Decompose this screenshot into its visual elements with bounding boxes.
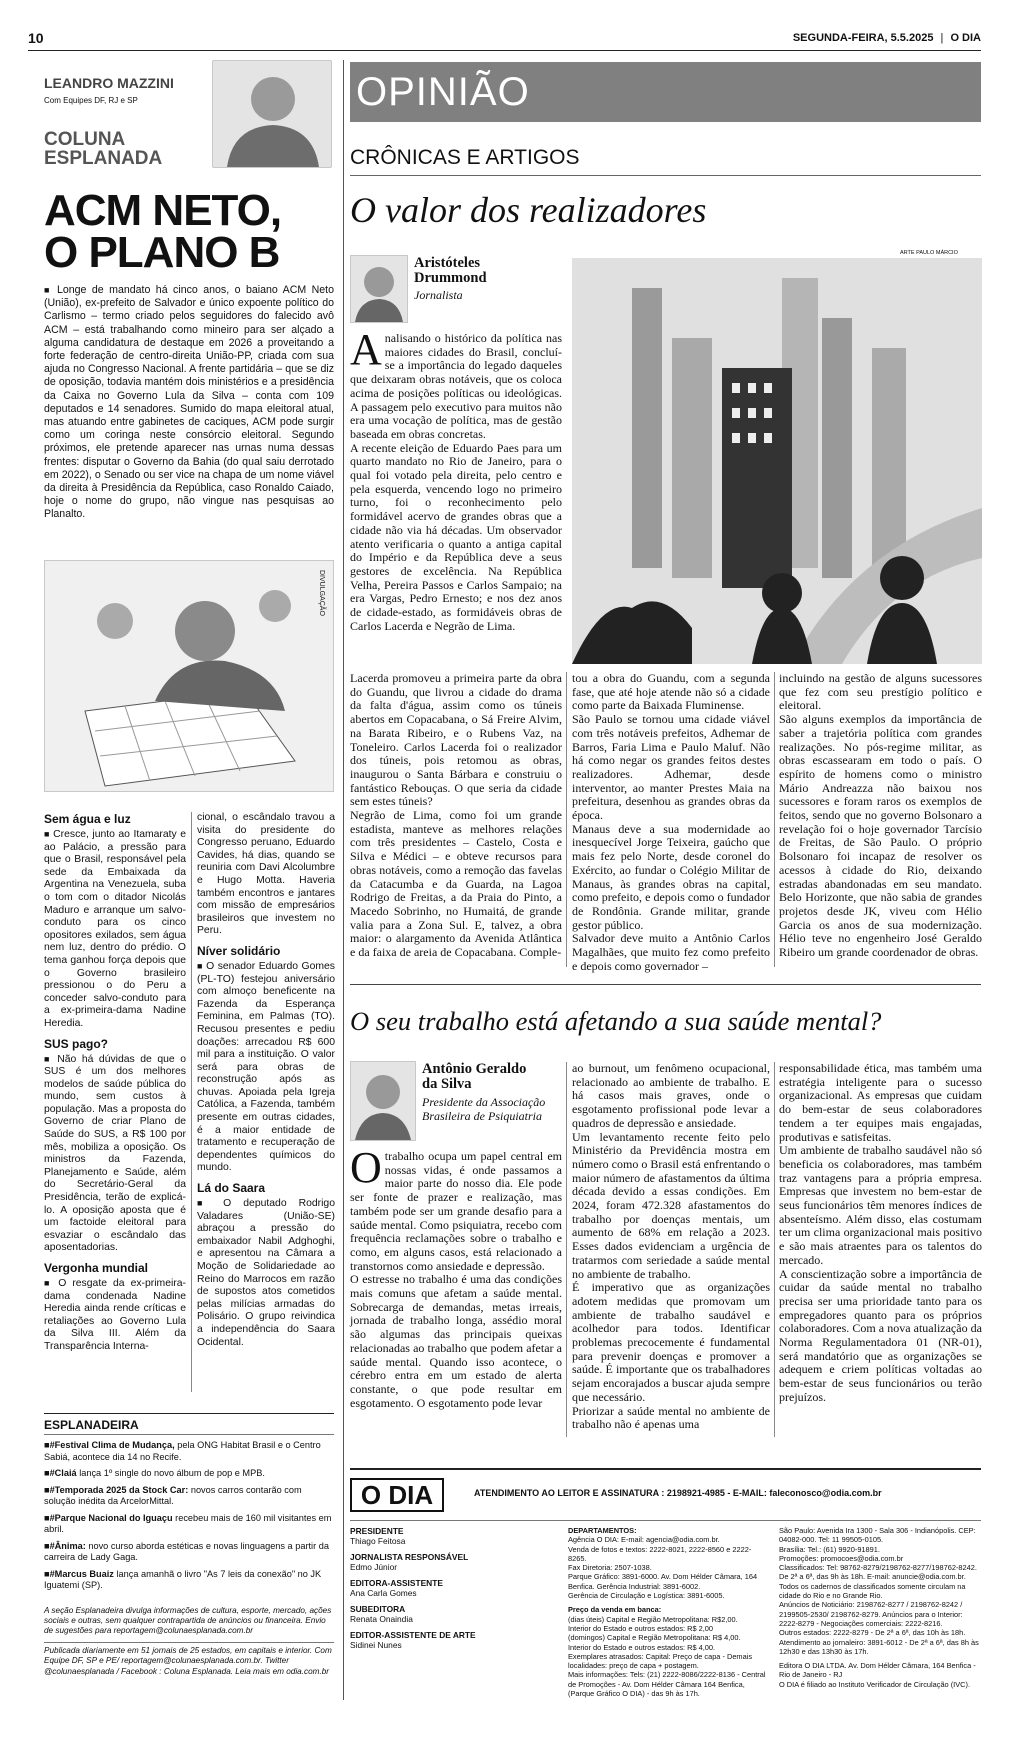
departamentos-title: DEPARTAMENTOS:	[568, 1526, 637, 1535]
section-text: cional, o escândalo travou a visita do presidente do Congresso peruano, Eduardo Cavides, há dias, quando se reuniria com Davi Alcolumbre e Hugo Motta. Haveria também encontros e jantares com missão de empresários brasileiros que investem no Peru.	[197, 812, 335, 937]
section-text: ■ Não há dúvidas de que o SUS é um dos melhores modelos de saúde pública do mundo, sem custos à população. Mas a proposta do Governo de criar Plano de Saúde do SUS, a R$ 100 por mês, mobiliza a oposição. Os ministros da Fazenda, Planejamento e Saúde, além do Secretário-Geral da Presidência, terão de explicá-lo. A oposição aposta que é um factoide eleitoral para esvaziar o escândalo das aposentadorias.	[44, 1053, 186, 1256]
author-portrait-icon	[351, 1062, 415, 1140]
column-name-1: COLUNA	[44, 129, 126, 150]
list-item: Gerência de Circulação e Logística: 3891-6005.	[568, 1591, 725, 1601]
headline-line-1: ACM NETO,	[44, 186, 282, 235]
esplanadeira-list	[44, 1440, 334, 1597]
author-line-2: Drummond	[414, 270, 487, 286]
article-body: tou a obra do Guandu, com a segunda fase, que até hoje atende não só a cidade como parte da Baixada Fluminense. São Paulo se tornou uma cidade viável com três notáveis prefeitos, Adhemar de Barros, Faria Lima e Paulo Maluf. Não há como negar os grandes feitos destes realizadores. Adhemar, desde interventor, ao manter Prestes Maia na prefeitura, desenhou as grandes obras da época. Manaus deve a sua modernidade ao inesquecível Jorge Teixeira, gaúcho que mais fez pelo Norte, desde coronel do Exército, ao fundar o Colégio Militar de Manaus, às grandes obras na capital, como prefeito, e depois como o fundador de Rondônia. Grande militar, grande gestor público. Salvador deve muito a Antônio Carlos Magalhães, que muito fez como prefeito e depois como governador –	[572, 671, 770, 973]
section-title: Níver solidário	[197, 943, 281, 958]
section-title: Sem água e luz	[44, 812, 131, 826]
list-item: ■#Temporada 2025 da Stock Car: novos carros contarão com solução inédita da ArcelorMittal.	[44, 1484, 302, 1506]
section-title: Lá do Saara	[197, 1181, 266, 1196]
headline-line-2: O PLANO B	[44, 228, 280, 277]
page-number: 10	[28, 30, 44, 46]
column-subcol-1	[44, 812, 186, 1354]
article-body: ao burnout, um fenômeno ocupacional, relacionado ao ambiente de trabalho. E há casos mais graves, onde o esgotamento profissional pode levar a quadros de depressão e ansiedade. Um levantamento recente feito pelo Ministério da Previdência mostra em número como o Brasil está enfrentando o maior número de afastamentos da última década devido a essas condições. Em 2024, foram 472.328 afastamentos do trabalho por doenças mentais, um aumento de 68% em relação a 2023. Esses dados evidenciam a urgência de tratarmos com seriedade a saúde mental no ambiente de trabalho. É imperativo que as organizações adotem medidas que promovam um ambiente de trabalho saudável e acolhedor para todos. Identificar problemas precocemente é fundamental para prevenir doenças e promover a saúde. É importante que os trabalhadores sejam encorajados a buscar ajuda sempre que necessário. Priorizar a saúde mental no ambiente de trabalho não é apenas uma	[572, 1061, 770, 1432]
article-paragraph: Otrabalho ocupa um papel central em nossas vidas, é onde passamos a maior parte do nosso dia. Ele pode ser fonte de prazer e realização, mas também pode ser um grande desafio para a saúde mental. Como psiquiatra, recebo com frequência reclamações sobre o trabalho e como, em alguns casos, está relacionado a transtornos como ansiedade e depressão. O estresse no trabalho é uma das condições mais comuns que afetam a saúde mental. Sobrecarga de demandas, metas irreais, jornada de trabalho longa, assédio moral são algumas das principais queixas relacionadas ao trabalho que podem afetar a saúde mental. Quando isso acontece, o cérebro entra em um estado de alerta constante, o que pode resultar em esgotamento. O esgotamento pode levar	[350, 1143, 562, 1410]
list-item: Mais informações: Tels: (21) 2222-8086/2222-8136 - Central de Promoções - Av. Dom Hélder Câmara 164 Benfica, (Parque Gráfico O DIA) - das 9h às 17h.	[568, 1670, 766, 1699]
list-item: Atendimento ao jornaleiro: 3891-6012 - De 2ª a 6ª, das 8h às 12h30 e das 13h30 às 17h.	[779, 1637, 979, 1656]
author-photo	[350, 1061, 416, 1141]
article-body: responsabilidade ética, mas também uma estratégia inteligente para o sucesso organizacional. As empresas que cuidam do bem-estar de seus colaboradores tendem a ter equipes mais engajadas, produtivas e satisfeitas. Um ambiente de trabalho saudável não só beneficia os colaboradores, mas também traz vantagens para a própria empresa. Empresas que investem no bem-estar de seus funcionários têm menores índices de absenteísmo. Além disso, elas costumam ter um clima organizacional mais positivo e são mais atraentes para os talentos do mercado. A conscientização sobre a importância de cuidar da saúde mental no trabalho precisa ser uma prioridade tanto para os empregadores quanto para os próprios colaboradores. Com a nova atualização da Norma Regulamentadora 01 (NR-01), será mandatório que as organizações se adequem e criem políticas voltadas ao bem-estar de seus funcionários ou terão prejuízos.	[779, 1061, 982, 1404]
list-item: ■#Marcus Buaiz lança amanhã o livro "As 7 leis da conexão" no JK Iguatemi (SP).	[44, 1568, 322, 1590]
staff-item: SUBEDITORA Renata Onaindia	[350, 1604, 413, 1624]
section-text: ■ Cresce, junto ao Itamaraty e ao Palácio, a pressão para que o Brasil, responsável pela sede da Embaixada da Argentina na Venezuela, suba o tom com o ditador Nicolás Maduro e arranque um salvo-conduto para os cinco opositores exilados, sem água nem luz, dentro do prédio. O tema ganhou força depois que o Governo brasileiro pressionou o do Peru a conceder salvo-conduto para a ex-primeira-dama Nadine Heredia.	[44, 828, 186, 1031]
author-line-1: Antônio Geraldo	[422, 1061, 527, 1077]
masthead-logo	[350, 1478, 444, 1512]
column-name-2: ESPLANADA	[44, 148, 163, 169]
list-item: ■#Parque Nacional do Iguaçu recebeu mais de 160 mil visitantes em abril.	[44, 1512, 332, 1534]
section-text: ■ O senador Eduardo Gomes (PL-TO) festejou aniversário com almoço beneficente na Fazenda da Esperança Feminina, em Palmas (TO). Recusou presentes e pediu doações: arrecadou R$ 600 mil para a instituição. O valor será para obras de reconstrução após as chuvas. Apoiada pela Igreja Católica, a Fazenda, também presente em outras cidades, é a maior entidade de tratamento e recuperação de dependentes químicos do mundo.	[197, 960, 335, 1175]
section-text: ■ O resgate da ex-primeira-dama condenada Nadine Heredia ainda rende críticas e retaliações ao Governo Lula da Silva III. Além da Transparência Interna-	[44, 1277, 186, 1354]
page-date: SEGUNDA-FEIRA, 5.5.2025	[792, 32, 934, 44]
article-body	[350, 325, 562, 633]
staff-item: EDITORA-ASSISTENTE Ana Carla Gomes	[350, 1578, 443, 1598]
article-body: incluindo na gestão de alguns sucessores que fez com seu prestígio político e eleitoral. São alguns exemplos da importância de saber a trajetória política com grandes realizações. No pós-regime militar, as obras escassearam em todo o país. O espírito de homens como o ministro Mário Andreazza não baixou nos sucessores e foram raros os exemplos de feitos, sendo que no governo Bolsonaro a revelação foi o hoje governador Tarcísio de Freitas, de São Paulo. O próprio Bolsonaro foi incapaz de resolver os acessos à cidade do Rio, deixando estradas abandonadas em seu mandato. Belo Horizonte, que não sabia de grandes projetos desde JK, viveu com Hélio Garcia os anos de sua modernização. Hélio teve no engenheiro José Geraldo Ribeiro um grande coordenador de obras.	[779, 671, 982, 960]
esplanadeira-title: ESPLANADEIRA	[44, 1418, 139, 1432]
author-line-2: da Silva	[422, 1076, 472, 1092]
list-item: ■#Festival Clima de Mudança, pela ONG Habitat Brasil e o Centro Sabiá, acontece dia 14 no Recife.	[44, 1440, 321, 1462]
column-published: Publicada diariamente em 51 jornais de 25 estados, em capitais e interior. Com Equipe DF, SP e PE/ reportagem@colunaesplanada.com.br. Twitter @colunaesplanada / Facebook : Coluna Esplanada. Leia mais em odia.com.br	[44, 1646, 332, 1676]
cartoon-credit: DIVULGAÇÃO	[318, 570, 325, 616]
logo-text: O DIA	[360, 1480, 434, 1510]
author-portrait-icon	[213, 61, 331, 167]
art-credit: ARTE PAULO MÁRCIO	[900, 250, 958, 256]
list-item: Outros estados: 2222-8279 - De 2ª a 6ª, das 10h às 18h.	[779, 1628, 966, 1638]
list-item: (dias úteis) Capital e Região Metropolitana: R$2,00.	[568, 1614, 738, 1624]
esplanadeira-footnote: A seção Esplanadeira divulga informações de cultura, esporte, mercado, ações sociais e outras, sem qualquer contrapartida de anúncios ou financeira. Envio de sugestões para reportagem@colunaesplanada.com.br	[44, 1606, 332, 1635]
list-item: Classificados: Tel: 98762-8279/2198762-8277/198762-8242. De 2ª a 6ª, das 9h às 18h. E-mail: anuncie@odia.com.br. Todos os cadernos de classificados somente circulam na cidade do Rio e no Grande Rio.	[779, 1563, 977, 1601]
list-item: (domingos) Capital e Região Metropolitana: R$ 4,00.	[568, 1633, 741, 1643]
list-item: Parque Gráfico: 3891-6000. Av. Dom Hélder Câmara, 164 Benfica. Gerência Industrial: 3891-6002.	[568, 1572, 758, 1591]
list-item: Editora O DIA LTDA. Av. Dom Hélder Câmara, 164 Benfica - Rio de Janeiro - RJ	[779, 1661, 976, 1680]
list-item: Fax Diretoria: 2507-1038.	[568, 1563, 652, 1573]
column-author: LEANDRO MAZZINI	[44, 75, 174, 91]
city-skyline-icon	[572, 258, 982, 664]
list-item: O DIA é filiado ao Instituto Verificador de Circulação (IVC).	[779, 1679, 971, 1689]
section-text: ■ O deputado Rodrigo Valadares (União-SE) abraçou a pressão do embaixador Nabil Adghoghi, e apresentou na Câmara a Moção de Solidariedade ao Reino do Marrocos em razão de supostos atos cometidos pelas milícias armadas do Polisário. O grupo reivindica a independência do Saara Ocidental.	[197, 1197, 335, 1349]
brand-label: O DIA	[950, 32, 981, 44]
section-label: OPINIÃO	[356, 70, 530, 114]
list-item: Preço da venda em banca:	[568, 1605, 662, 1615]
article-paragraph: Analisando o histórico da política nas maiores cidades do Brasil, concluí-se a importância do legado daqueles que deixaram obras notáveis, que os coloca acima de posições políticas ou ideológicas. A passagem pelo executivo para muitos não era uma vocação de política, mas de gestão baseada em obras concretas. A recente eleição de Eduardo Paes para um quarto mandato no Rio de Janeiro, para o qual foi votado pela direita, pelo centro e pela esquerda, vencendo logo no primeiro turno, foi o reconhecimento pelo formidável acervo de grandes obras que a cidade não via há décadas. Um observador atento verificaria o quanto a antiga capital do Império e da República deve a seus gestores de excelência. Na República Velha, Pereira Passos e Carlos Sampaio; na era Vargas, Pedro Ernesto; e nos dez anos de cidade-estado, as formidáveis obras de Carlos Lacerda e Negrão de Lima.	[350, 325, 562, 633]
contatos	[779, 1526, 981, 1689]
list-item: Interior do Estado e outros estados: R$ 2,00	[568, 1623, 714, 1633]
column-author-sub: Com Equipes DF, RJ e SP	[44, 96, 138, 105]
author-photo	[212, 60, 332, 168]
list-item: Agência O DIA: E-mail: agencia@odia.com.br.	[568, 1535, 720, 1545]
list-item: Exemplares atrasados: Capital: Preço de capa - Demais localidades: preço de capa + postagem.	[568, 1651, 753, 1671]
author-role: Presidente da Associação Brasileira de Psiquiatria	[422, 1095, 546, 1123]
list-item: Anúncios de Noticiário: 2198762-8277 / 2198762-8242 / 2199505-2530/ 2198762-8279. Anúncios para o Interior: 2222-8279 - Negociações comerciais: 2222-8216.	[779, 1600, 963, 1628]
author-line-1: Aristóteles	[414, 255, 481, 271]
departamentos	[568, 1526, 768, 1698]
staff-item: PRESIDENTE Thiago Feitosa	[350, 1526, 406, 1546]
list-item: Interior do Estado e outros estados: R$ 4,00.	[568, 1642, 716, 1652]
sub-label: CRÔNICAS E ARTIGOS	[350, 146, 580, 169]
section-title: SUS pago?	[44, 1036, 109, 1051]
author-role: Jornalista	[414, 288, 463, 302]
article-author	[422, 1062, 526, 1092]
article-body: Lacerda promoveu a primeira parte da obra do Guandu, que livrou a cidade do drama da falta d'água, assim como os túneis abertos em Copacabana, o Sá Freire Alvim, na Barata Ribeiro, e o Rubens Vaz, na Toneleiro. Carlos Lacerda foi o realizador dos túneis, pois retomou as obras, inaugurou o Santa Bárbara e construiu o fantástico Rebouças. O que seria da cidade sem estes túneis? Negrão de Lima, como foi um grande estadista, manteve as melhores relações com três presidentes – Castelo, Costa e Silva e Médici – e obteve recursos para obras notáveis, como a remoção das favelas da Catacumba e da Guarda, na Lagoa Rodrigo de Freitas, a da Praia do Pinto, a Macedo Sobrinho, no Humaitá, de grande valia para a Zona Sul. E, talvez, a obra maior: o alargamento da Avenida Atlântica e da faixa de areia de Copacabana. Comple-	[350, 671, 562, 960]
list-item: Promoções: promocoes@odia.com.br	[779, 1553, 904, 1563]
atendimento: ATENDIMENTO AO LEITOR E ASSINATURA : 2198921-4985 - E-MAIL: faleconosco@odia.com.br	[474, 1488, 882, 1498]
article-title: O seu trabalho está afetando a sua saúde mental?	[350, 1006, 882, 1036]
column-lead: ■ Longe de mandato há cinco anos, o baiano ACM Neto (União), ex-prefeito de Salvador e único expoente político do Carlismo – termo criado pelos seguidores do falecido avô ACM – está trabalhando como mineiro para ser alçado a alguma candidatura de destaque em 2026 a proveitando a forte federação de centro-direita União-PP, criada com sua ajuda no Congresso Nacional. A frente partidária – que se diz de oposição, todavia mantém dois ministérios e a presidência da Caixa no Governo Lula da Silva – conta com 109 deputados e 14 senadores. Sumido do mapa eleitoral atual, mas atuando entre gabinetes de caciques, ACM pode surgir como um coringa neste consórcio eleitoral. Segundo próximos, ele pretende aparecer nas urnas numa dessas frentes: disputar o Governo da Bahia (do qual saiu derrotado em 2022), o Senado ou ser vice na chapa de um nome viável da direita à Presidência da República, caso Ronaldo Caiado, hoje o nome do grupo, não vingue nas pesquisas ao Planalto.	[44, 284, 334, 522]
staff-list	[350, 1526, 490, 1656]
article-body	[350, 1143, 562, 1410]
article-author	[414, 256, 487, 286]
author-photo	[350, 255, 408, 323]
column-name	[44, 130, 162, 168]
staff-item: JORNALISTA RESPONSÁVEL Edmo Júnior	[350, 1552, 469, 1572]
author-portrait-icon	[351, 256, 407, 322]
list-item: São Paulo: Avenida Ira 1300 - Sala 306 - Indianópolis. CEP: 04082-000. Tel: 11 99505-0105.	[779, 1526, 976, 1545]
list-item: Venda de fotos e textos: 2222-8021, 2222-8560 e 2222-8265.	[568, 1544, 752, 1563]
chess-cartoon	[44, 560, 334, 792]
list-item: ■#Ânima: novo curso aborda estéticas e novas linguagens a partir da carreira de Lady Gaga.	[44, 1540, 329, 1562]
section-title: Vergonha mundial	[44, 1261, 149, 1275]
staff-item: EDITOR-ASSISTENTE DE ARTE Sidinei Nunes	[350, 1630, 476, 1650]
city-illustration	[572, 258, 982, 664]
page-date-bar: SEGUNDA-FEIRA, 5.5.2025 | O DIA	[792, 32, 981, 44]
article-title: O valor dos realizadores	[350, 190, 707, 230]
section-banner	[350, 62, 981, 122]
column-subcol-2	[197, 812, 335, 1349]
chess-cartoon-icon	[45, 561, 333, 791]
list-item: ■#Claiá lança 1º single do novo álbum de pop e MPB.	[44, 1468, 265, 1478]
column-headline	[44, 186, 282, 277]
list-item: Brasília: Tel.: (61) 9920-91891.	[779, 1544, 880, 1554]
